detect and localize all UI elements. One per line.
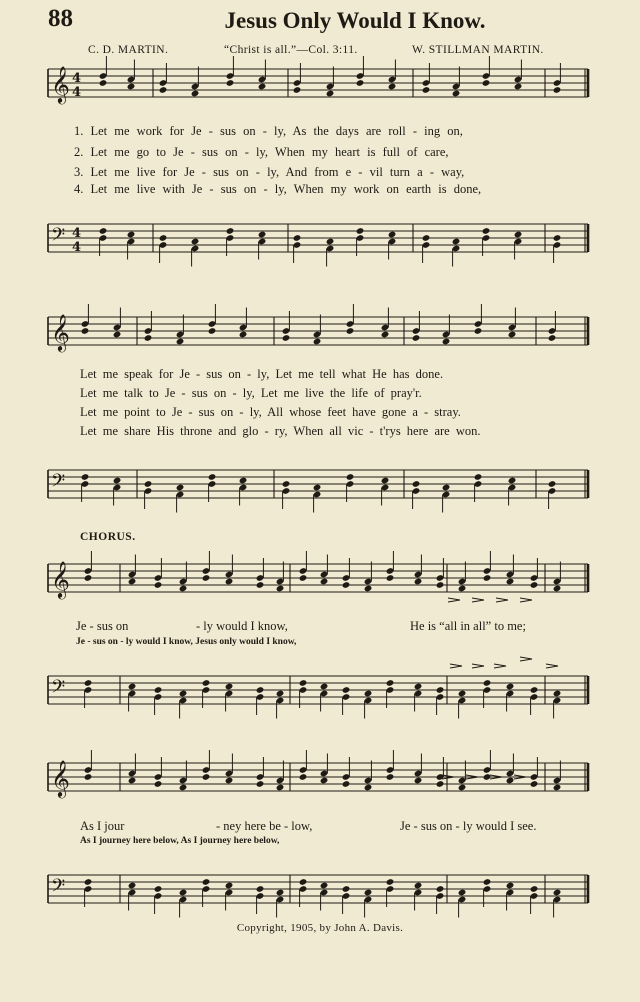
system2-bass-note bbox=[239, 477, 248, 485]
system4-bass-note bbox=[154, 885, 163, 893]
system4-treble-note bbox=[84, 773, 93, 781]
system1-bass-note bbox=[452, 238, 461, 246]
system3-bass-note bbox=[364, 690, 373, 698]
accent-mark bbox=[472, 664, 484, 668]
system1-bass-note bbox=[159, 234, 168, 242]
system2-bass-note bbox=[313, 484, 322, 492]
system2-bass-note bbox=[381, 477, 390, 485]
system1-bass-note bbox=[226, 227, 235, 235]
system2-treble-note bbox=[81, 327, 90, 335]
system3-treble-clef: 𝄞 bbox=[51, 560, 70, 598]
system3-treble-note bbox=[458, 585, 467, 593]
system3-treble-note bbox=[342, 581, 351, 589]
system1-treble-note bbox=[127, 83, 136, 91]
verse-3-line-a: 3. Let me live for Je - sus on - ly, And from e - vil turn a - way, bbox=[74, 165, 465, 179]
system4-bass-note bbox=[225, 882, 234, 890]
system4-treble-note bbox=[342, 780, 351, 788]
system1-treble-time-bottom: 4 bbox=[72, 85, 82, 100]
system4-treble-note bbox=[320, 777, 329, 785]
system3-treble-note bbox=[276, 585, 285, 593]
system2-bass-note bbox=[474, 473, 483, 481]
system4-bass-note bbox=[320, 882, 329, 890]
system4-treble-note bbox=[414, 777, 423, 785]
hymn-title: Jesus Only Would I Know. bbox=[224, 8, 486, 33]
accent-mark bbox=[450, 664, 462, 668]
system2-bass-note bbox=[282, 480, 291, 488]
system1-bass-note bbox=[482, 227, 491, 235]
system2-treble-note bbox=[282, 334, 291, 342]
accent-mark bbox=[448, 598, 460, 602]
system1-bass-time-bottom: 4 bbox=[72, 240, 82, 255]
verse-2-line-a: 2. Let me go to Je - sus on - ly, When my heart is full of care, bbox=[74, 145, 449, 159]
system4-treble-note bbox=[128, 777, 137, 785]
system1-bass-note bbox=[127, 231, 136, 239]
hymn-number: 88 bbox=[48, 5, 73, 32]
system4-bass-note bbox=[342, 885, 351, 893]
system1-bass-clef: 𝄢 bbox=[51, 225, 66, 250]
system3-bass-note bbox=[256, 686, 265, 694]
system3-bass-note bbox=[553, 690, 562, 698]
system2-bass-note bbox=[346, 473, 355, 481]
system2-treble-note bbox=[442, 338, 451, 346]
system3-bass-note bbox=[84, 679, 93, 687]
system4-bass-note bbox=[299, 878, 308, 886]
system4-bass-note bbox=[553, 889, 562, 897]
system4-treble-note bbox=[553, 784, 562, 792]
system4-bass-note bbox=[364, 889, 373, 897]
system2-bass-note bbox=[113, 477, 122, 485]
system4-treble-note bbox=[386, 773, 395, 781]
system1-treble-note bbox=[422, 86, 431, 94]
system2-treble-note bbox=[176, 338, 185, 346]
system4-bass-note bbox=[414, 882, 423, 890]
system2-bass-note bbox=[144, 480, 153, 488]
system2-treble-note bbox=[548, 334, 557, 342]
system1-bass-note bbox=[514, 231, 523, 239]
author-credit: C. D. MARTIN. bbox=[88, 44, 169, 56]
system4-bass-note bbox=[436, 885, 445, 893]
system1-treble-time-top: 4 bbox=[72, 71, 82, 86]
system1-treble-note bbox=[258, 83, 267, 91]
system1-bass-time-top: 4 bbox=[72, 226, 82, 241]
verse-1-line-b: Let me speak for Je - sus on - ly, Let me tell what He has done. bbox=[80, 367, 444, 381]
chorus-line2-b: - ney here be - low, bbox=[216, 819, 313, 833]
system4-bass-note bbox=[530, 885, 539, 893]
verse-1-line-a: 1. Let me work for Je - sus on - ly, As the days are roll - ing on, bbox=[74, 124, 463, 138]
system2-treble-clef: 𝄞 bbox=[51, 313, 70, 351]
system4-bass-note bbox=[276, 889, 285, 897]
system4-bass-note bbox=[179, 889, 188, 897]
system4-treble-note bbox=[530, 780, 539, 788]
chorus-line1-a: Je - sus on bbox=[76, 619, 129, 633]
system4-treble-note bbox=[202, 773, 211, 781]
system1-bass-note bbox=[326, 238, 335, 246]
system4-treble-note bbox=[256, 780, 265, 788]
system2-bass-note bbox=[81, 473, 90, 481]
system3-bass-note bbox=[128, 683, 137, 691]
system3-treble-note bbox=[553, 585, 562, 593]
system3-bass-note bbox=[414, 683, 423, 691]
system2-bass-note bbox=[442, 484, 451, 492]
verse-4-line-a: 4. Let me live with Je - sus on - ly, When my work on earth is done, bbox=[74, 182, 482, 196]
system3-treble-note bbox=[202, 574, 211, 582]
system2-treble-note bbox=[239, 331, 248, 339]
system4-treble-note bbox=[364, 784, 373, 792]
system3-bass-note bbox=[483, 679, 492, 687]
system2-treble-note bbox=[508, 331, 517, 339]
system1-bass-note bbox=[191, 238, 200, 246]
system3-bass-note bbox=[506, 683, 515, 691]
system3-bass-note bbox=[276, 690, 285, 698]
system1-treble-note bbox=[226, 79, 235, 87]
system2-treble-note bbox=[313, 338, 322, 346]
system1-treble-note bbox=[482, 79, 491, 87]
system1-treble-note bbox=[388, 83, 397, 91]
chorus-line1-c: He is “all in all” to me; bbox=[410, 619, 526, 633]
system4-bass-note bbox=[483, 878, 492, 886]
system3-bass-note bbox=[299, 679, 308, 687]
system3-treble-note bbox=[506, 578, 515, 586]
system4-bass-note bbox=[128, 882, 137, 890]
system2-treble-note bbox=[412, 334, 421, 342]
accent-mark bbox=[494, 664, 506, 668]
system4-treble-note bbox=[458, 784, 467, 792]
system2-treble-note bbox=[208, 327, 217, 335]
scripture-reference: “Christ is all.”—Col. 3:11. bbox=[224, 44, 358, 56]
system2-treble-note bbox=[474, 327, 483, 335]
system4-bass-note bbox=[84, 878, 93, 886]
system3-treble-note bbox=[386, 574, 395, 582]
system3-treble-note bbox=[154, 581, 163, 589]
system1-bass-note bbox=[293, 234, 302, 242]
system1-bass-note bbox=[422, 234, 431, 242]
system2-treble-note bbox=[346, 327, 355, 335]
system3-treble-note bbox=[299, 574, 308, 582]
system3-treble-note bbox=[530, 581, 539, 589]
system3-treble-note bbox=[256, 581, 265, 589]
system4-treble-note bbox=[483, 773, 492, 781]
system2-bass-clef: 𝄢 bbox=[51, 471, 66, 496]
system3-treble-note bbox=[128, 578, 137, 586]
system1-treble-note bbox=[159, 86, 168, 94]
system3-treble-note bbox=[320, 578, 329, 586]
system2-treble-note bbox=[381, 331, 390, 339]
system3-treble-note bbox=[84, 574, 93, 582]
system3-bass-note bbox=[154, 686, 163, 694]
system4-treble-note bbox=[506, 777, 515, 785]
accent-mark bbox=[496, 598, 508, 602]
verse-4-line-b: Let me share His throne and glo - ry, When all vic - t'rys here are won. bbox=[80, 424, 481, 438]
system3-bass-note bbox=[202, 679, 211, 687]
system2-treble-note bbox=[144, 334, 153, 342]
system4-treble-note bbox=[154, 780, 163, 788]
system1-treble-note bbox=[452, 90, 461, 98]
system4-treble-note bbox=[225, 777, 234, 785]
system3-bass-note bbox=[179, 690, 188, 698]
system1-treble-note bbox=[99, 79, 108, 87]
system1-treble-note bbox=[553, 86, 562, 94]
accent-mark bbox=[472, 598, 484, 602]
system3-treble-note bbox=[483, 574, 492, 582]
system1-bass-note bbox=[99, 227, 108, 235]
system2-bass-note bbox=[176, 484, 185, 492]
system4-bass-clef: 𝄢 bbox=[51, 876, 66, 901]
system1-bass-note bbox=[258, 231, 267, 239]
system2-bass-note bbox=[508, 477, 517, 485]
system4-bass-note bbox=[202, 878, 211, 886]
system2-bass-note bbox=[208, 473, 217, 481]
chorus-label: CHORUS. bbox=[80, 531, 136, 543]
system1-treble-note bbox=[191, 90, 200, 98]
copyright-notice: Copyright, 1905, by John A. Davis. bbox=[236, 922, 404, 934]
system4-bass-note bbox=[386, 878, 395, 886]
system4-bass-note bbox=[506, 882, 515, 890]
system2-bass-note bbox=[412, 480, 421, 488]
system3-bass-note bbox=[386, 679, 395, 687]
chorus-line1-echo: Je - sus on - ly would I know, Jesus only would I know, bbox=[76, 637, 297, 647]
system4-bass-note bbox=[256, 885, 265, 893]
system1-bass-note bbox=[388, 231, 397, 239]
system3-bass-note bbox=[342, 686, 351, 694]
verse-2-line-b: Let me talk to Je - sus on - ly, Let me live the life of pray'r. bbox=[80, 386, 422, 400]
system2-bass-note bbox=[548, 480, 557, 488]
system4-treble-clef: 𝄞 bbox=[51, 759, 70, 797]
system3-bass-note bbox=[530, 686, 539, 694]
chorus-line1-b: - ly would I know, bbox=[196, 619, 288, 633]
chorus-line2-a: As I jour bbox=[80, 819, 125, 833]
system3-bass-note bbox=[225, 683, 234, 691]
system4-treble-note bbox=[276, 784, 285, 792]
system1-treble-note bbox=[293, 86, 302, 94]
verse-3-line-b: Let me point to Je - sus on - ly, All whose feet have gone a - stray. bbox=[80, 405, 461, 419]
composer-credit: W. STILLMAN MARTIN. bbox=[412, 44, 544, 56]
system4-treble-note bbox=[179, 784, 188, 792]
system3-treble-note bbox=[414, 578, 423, 586]
system1-bass-note bbox=[553, 234, 562, 242]
system3-bass-note bbox=[436, 686, 445, 694]
system3-bass-note bbox=[458, 690, 467, 698]
system1-treble-note bbox=[514, 83, 523, 91]
accent-mark bbox=[520, 657, 532, 661]
system4-treble-note bbox=[436, 780, 445, 788]
system4-treble-note bbox=[299, 773, 308, 781]
system2-treble-note bbox=[113, 331, 122, 339]
system3-bass-note bbox=[320, 683, 329, 691]
system1-treble-clef: 𝄞 bbox=[51, 65, 70, 103]
system3-treble-note bbox=[364, 585, 373, 593]
system3-bass-clef: 𝄢 bbox=[51, 677, 66, 702]
system3-treble-note bbox=[179, 585, 188, 593]
system1-bass-note bbox=[356, 227, 365, 235]
chorus-line2-echo: As I journey here below, As I journey here below, bbox=[80, 836, 280, 846]
accent-mark bbox=[520, 598, 532, 602]
system3-treble-note bbox=[225, 578, 234, 586]
system1-treble-note bbox=[326, 90, 335, 98]
system1-treble-note bbox=[356, 79, 365, 87]
system3-treble-note bbox=[436, 581, 445, 589]
system4-bass-note bbox=[458, 889, 467, 897]
accent-mark bbox=[546, 664, 558, 668]
chorus-line2-c: Je - sus on - ly would I see. bbox=[400, 819, 537, 833]
